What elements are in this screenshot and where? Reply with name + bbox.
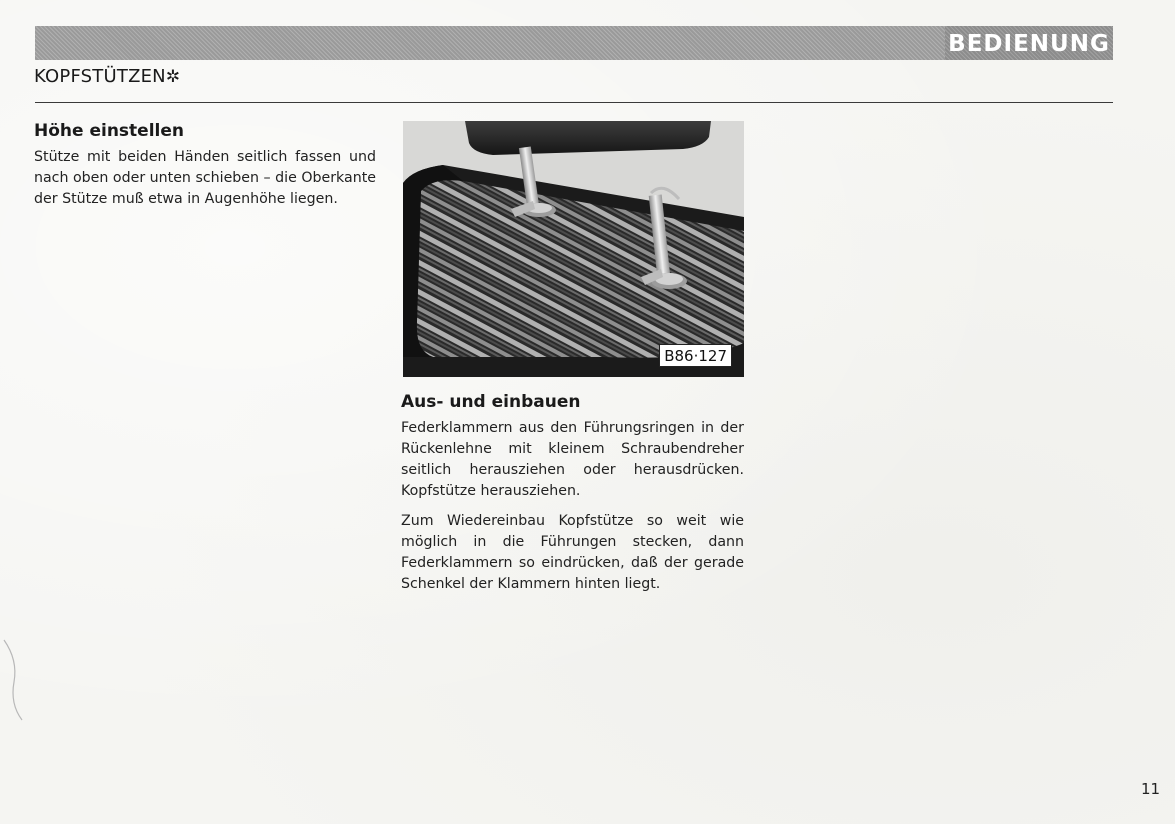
figure-code: B86·127	[659, 344, 732, 367]
section-heading: Aus- und einbauen	[401, 392, 581, 412]
title-rule	[35, 102, 1113, 103]
section-paragraph: Federklammern aus den Führungsringen in der Rückenlehne mit kleinem Schraubendreher seitlich herausziehen oder herausdrücken. Kopfstütze herausziehen.	[401, 420, 744, 499]
section-heading: Höhe einstellen	[34, 121, 184, 141]
section-height-adjust	[34, 121, 376, 210]
section-paragraph: Stütze mit beiden Händen seitlich fassen und nach oben oder unten schieben – die Oberkante der Stütze muß etwa in Augenhöhe liegen.	[34, 149, 376, 207]
section-tab: BEDIENUNG	[945, 26, 1113, 60]
page-number: 11	[1141, 780, 1161, 798]
page-title	[34, 66, 180, 87]
headrest-photo	[403, 121, 744, 377]
page-title-text: KOPFSTÜTZEN	[34, 66, 166, 87]
headrest-photo-image	[403, 121, 744, 377]
page-edge-mark	[0, 630, 40, 730]
header-band	[35, 26, 1113, 60]
section-remove-install	[401, 392, 744, 595]
section-paragraph: Zum Wiedereinbau Kopfstütze so weit wie möglich in die Führungen stecken, dann Federklammern so eindrücken, daß der gerade Schenkel der Klammern hinten liegt.	[401, 513, 744, 592]
asterisk-icon: ✲	[165, 67, 181, 87]
